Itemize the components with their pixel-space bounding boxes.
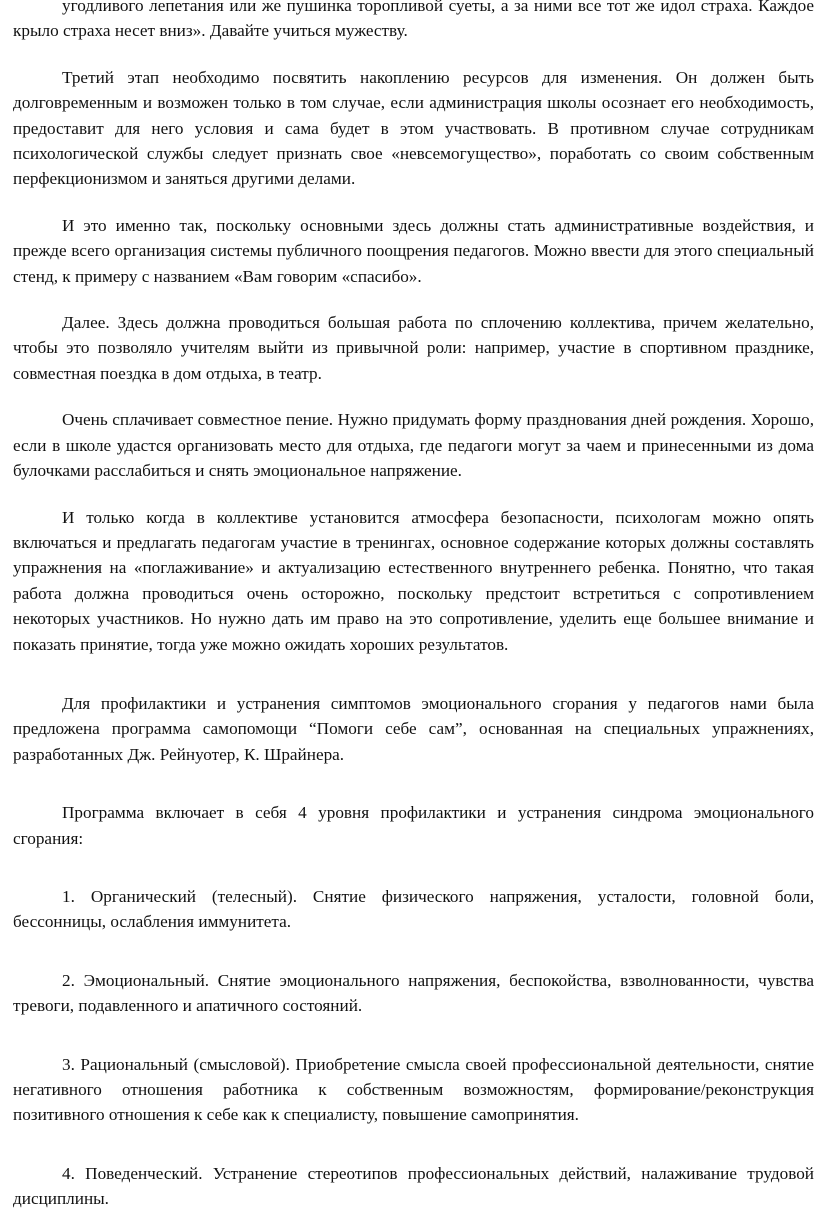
list-item-level-2: 2. Эмоциональный. Снятие эмоционального напряжения, беспокойства, взволнованности, чувства тревоги, подавленного и апатичного состояний. bbox=[13, 970, 814, 1016]
document-body bbox=[13, 0, 814, 1212]
list-item-level-4: 4. Поведенческий. Устранение стереотипов профессиональных действий, налаживание трудовой дисциплины. bbox=[13, 1163, 814, 1209]
paragraph-third-stage: Третий этап необходимо посвятить накоплению ресурсов для изменения. Он должен быть долговременным и возможен только в том случае, если администрация школы осознает его необходимость, предоставит для него условия и сама будет в этом участвовать. В противном случае сотрудникам психологической службы следует признать свое «невсемогущество», поработать со своим собственным перфекционизмом и заняться другими делами. bbox=[13, 67, 814, 189]
paragraph-program-levels: Программа включает в себя 4 уровня профилактики и устранения синдрома эмоционального сгорания: bbox=[13, 803, 814, 848]
paragraph-continuation: угодливого лепетания или же пушинка торопливой суеты, а за ними все тот же идол страха. Каждое крыло страха несет вниз». Давайте учиться мужеству. bbox=[13, 0, 814, 41]
list-item-level-1: 1. Органический (телесный). Снятие физического напряжения, усталости, головной боли, бессонницы, ослабления иммунитета. bbox=[13, 886, 814, 932]
document-page bbox=[13, 0, 814, 1219]
paragraph-singing: Очень сплачивает совместное пение. Нужно придумать форму празднования дней рождения. Хорошо, если в школе удастся организовать место для отдыха, где педагоги могут за чаем и принесенными из дома булочками расслабиться и снять эмоциональное напряжение. bbox=[13, 410, 814, 481]
list-item-level-3: 3. Рациональный (смысловой). Приобретение смысла своей профессиональной деятельности, снятие негативного отношения работника к собственным возможностям, формирование/реконструкция позитивного отношения к себе как к специалисту, повышение самопринятия. bbox=[13, 1054, 814, 1125]
paragraph-team-building: Далее. Здесь должна проводиться большая работа по сплочению коллектива, причем желательно, чтобы это позволяло учителям выйти из привычной роли: например, участие в спортивном празднике, совместная поездка в дом отдыха, в театр. bbox=[13, 313, 814, 383]
paragraph-program-intro: Для профилактики и устранения симптомов эмоционального сгорания у педагогов нами была предложена программа самопомощи “Помоги себе сам”, основанная на специальных упражнениях, разработанных Дж. Рейнуотер, К. Шрайнера. bbox=[13, 693, 814, 764]
paragraph-administrative-actions: И это именно так, поскольку основными здесь должны стать административные воздействия, и прежде всего организация системы публичного поощрения педагогов. Можно ввести для этого специальный стенд, к примеру с названием «Вам говорим «спасибо». bbox=[13, 215, 814, 286]
paragraph-trainings: И только когда в коллективе установится атмосфера безопасности, психологам можно опять включаться и предлагать педагогам участие в тренингах, основное содержание которых должны составлять упражнения на «поглаживание» и актуализацию естественного внутреннего ребенка. Понятно, что такая работа должна проводиться очень осторожно, поскольку предстоит встретиться с сопротивлением некоторых участников. Но нужно дать им право на это сопротивление, уделить еще большее внимание и показать принятие, тогда уже можно ожидать хороших результатов. bbox=[13, 507, 814, 654]
